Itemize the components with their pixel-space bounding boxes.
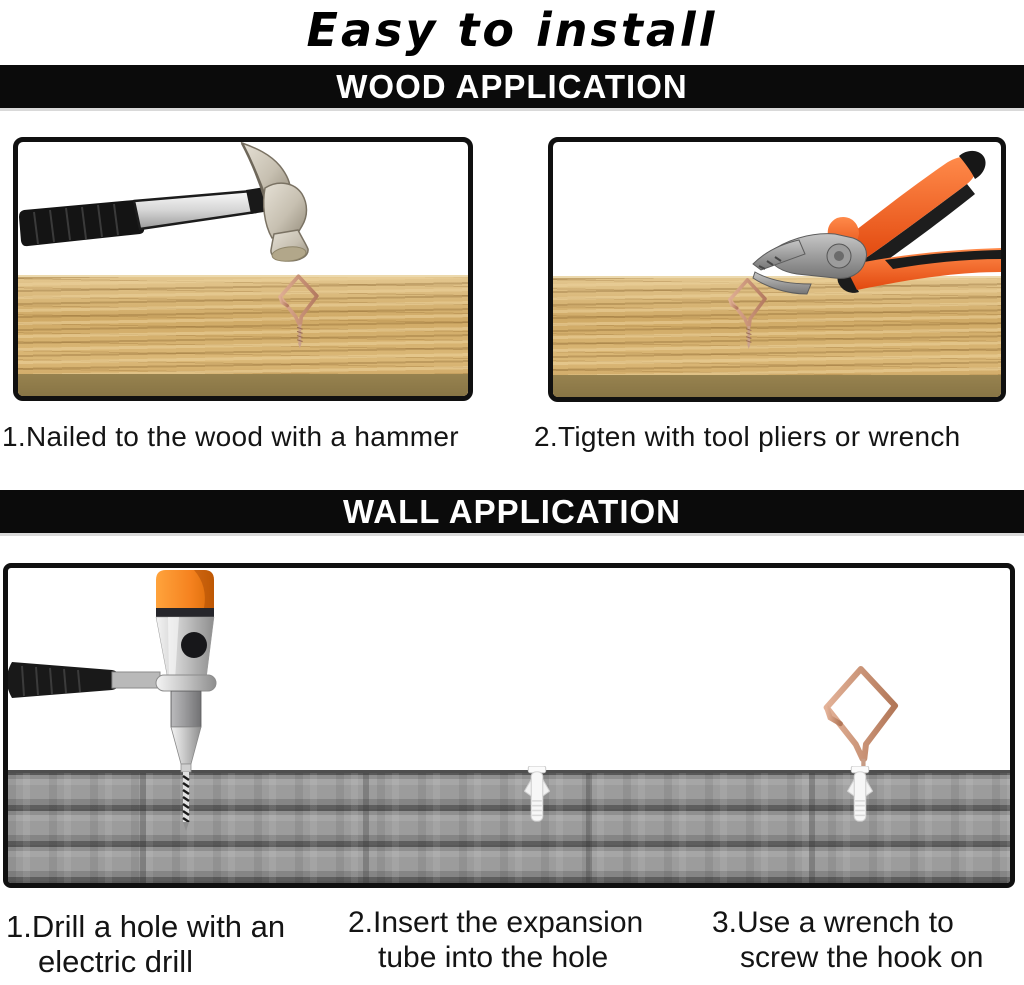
hammer-icon [18,142,318,270]
wood-step2-caption: 2.Tigten with tool pliers or wrench [534,421,961,452]
wall-application-header-label: WALL APPLICATION [342,492,682,530]
wall-anchor-icon [524,766,550,826]
wood-plank [18,275,468,396]
pliers-icon [553,142,1001,317]
wood-step1-panel [13,137,473,401]
wall-application-header-bar [0,490,1024,533]
wall-step1-caption: 1.Drill a hole with an electric drill [6,909,286,979]
page-title: Easy to install [306,3,718,57]
wall-step2-caption: 2.Insert the expansion tube into the hole [348,906,644,974]
wall-steps-panel [3,563,1015,888]
wood-application-header-bar [0,65,1024,108]
drill-icon [8,568,268,834]
wall-step3-caption: 3.Use a wrench to screw the hook on [712,906,984,974]
diamond-hook-icon [275,273,321,355]
wood-application-header-label: WOOD APPLICATION [336,67,688,105]
wood-step2-panel [548,137,1006,402]
wall-anchor-icon [847,766,873,826]
diamond-hook-icon [817,663,903,781]
wood-step1-caption: 1.Nailed to the wood with a hammer [2,421,459,452]
